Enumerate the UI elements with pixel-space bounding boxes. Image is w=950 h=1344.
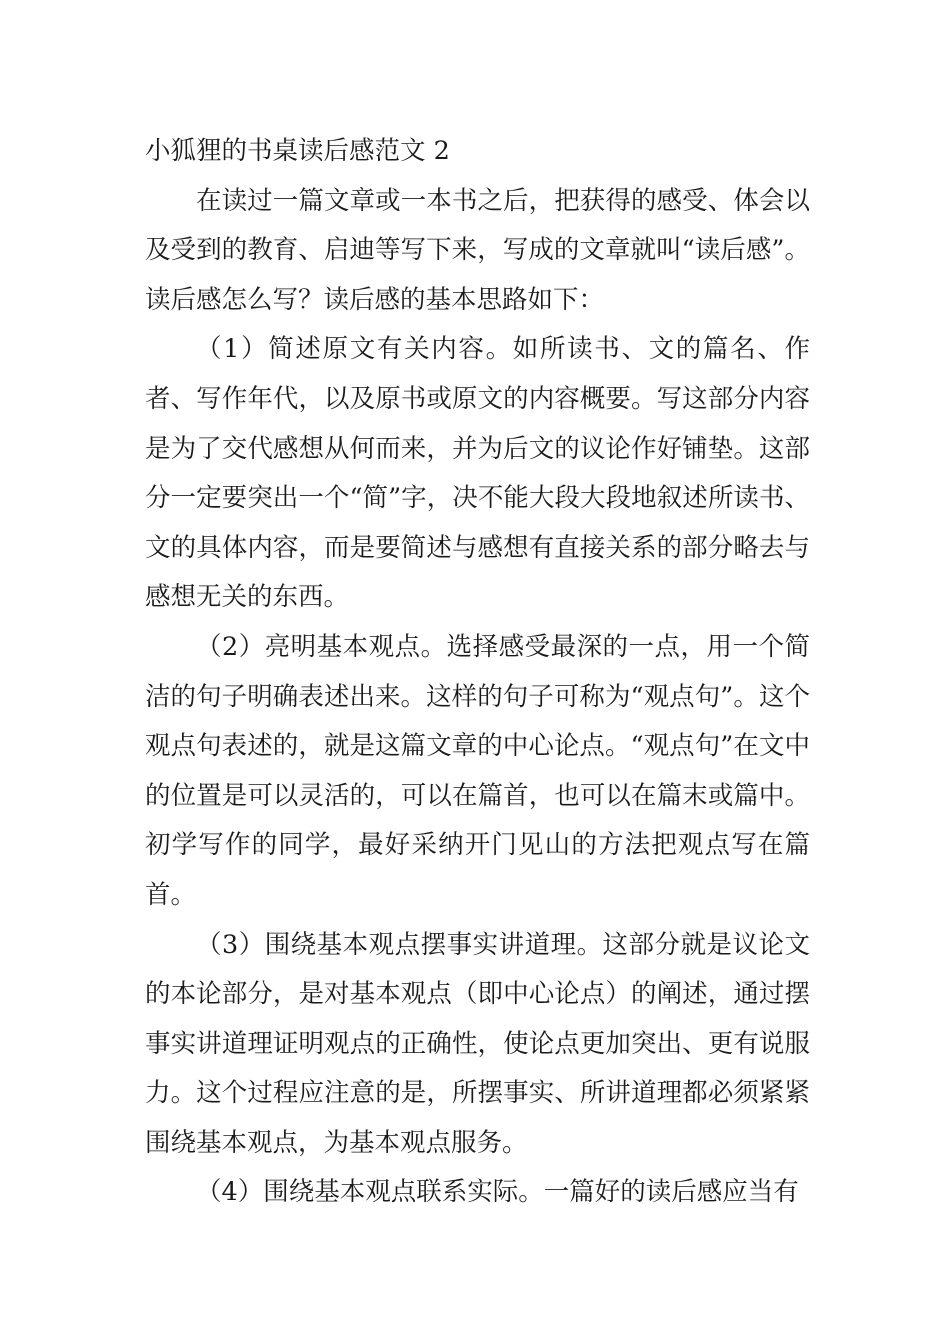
paragraph-step-4: （4）围绕基本观点联系实际。一篇好的读后感应当有 — [196, 1177, 799, 1208]
paragraph-intro: 在读过一篇文章或一本书之后，把获得的感受、体会以及受到的教育、启迪等写下来，写成的文章就叫“读后感”。读后感怎么写？读后感的基本思路如下： — [145, 185, 810, 315]
document-body — [145, 127, 810, 1218]
document-title: 小狐狸的书桌读后感范文 2 — [145, 136, 450, 166]
paragraph-step-3: （3）围绕基本观点摆事实讲道理。这部分就是议论文的本论部分，是对基本观点（即中心论点）的阐述，通过摆事实讲道理证明观点的正确性，使论点更加突出、更有说服力。这个过程应注意的是，所摆事实、所讲道理都必须紧紧围绕基本观点，为基本观点服务。 — [145, 929, 810, 1158]
paragraph-step-2: （2）亮明基本观点。选择感受最深的一点，用一个简洁的句子明确表述出来。这样的句子可称为“观点句”。这个观点句表述的，就是这篇文章的中心论点。“观点句”在文中的位置是可以灵活的，可以在篇首，也可以在篇末或篇中。初学写作的同学，最好采纳开门见山的方法把观点写在篇首。 — [145, 631, 810, 910]
paragraph-step-1: （1）简述原文有关内容。如所读书、文的篇名、作者、写作年代，以及原书或原文的内容概要。写这部分内容是为了交代感想从何而来，并为后文的议论作好铺垫。这部分一定要突出一个“简”字，决不能大段大段地叙述所读书、文的具体内容，而是要简述与感想有直接关系的部分略去与感想无关的东西。 — [145, 334, 810, 613]
